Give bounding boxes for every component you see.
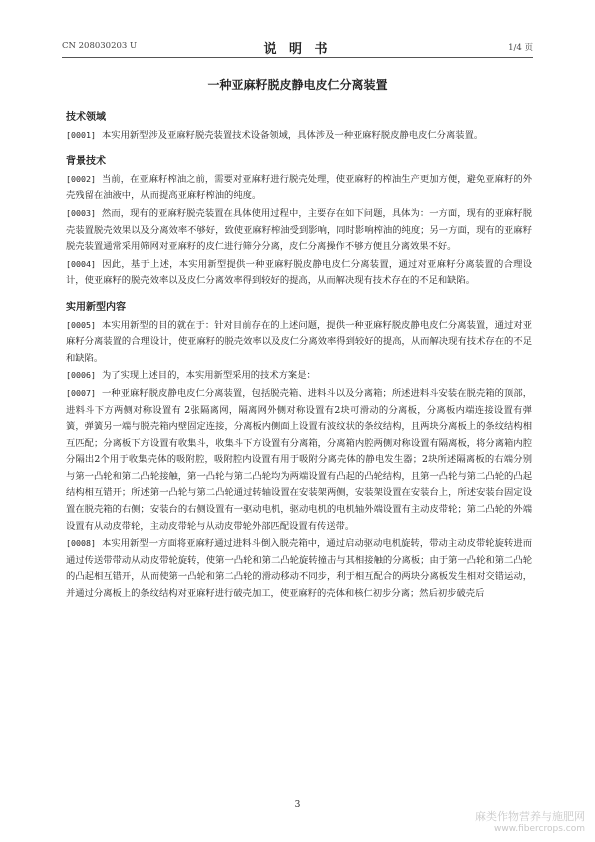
paragraph-text: 因此，基于上述，本实用新型提供一种亚麻籽脱皮静电皮仁分离装置，通过对亚麻籽分离装置的合理设计，使亚麻籽的脱壳效率以及皮仁分离效率得到较好的提高，从而解决现有技术存在的不足和缺陷。	[66, 258, 532, 287]
header-rule	[62, 57, 533, 58]
paragraph-number: [0006]	[66, 370, 96, 381]
document-type: 说 明 书	[263, 42, 332, 57]
paragraph-text: 为了实现上述目的，本实用新型采用的技术方案是：	[101, 370, 316, 382]
watermark	[475, 808, 585, 834]
section-heading: 技术领域	[66, 112, 106, 123]
paragraph-number: [0007]	[66, 387, 96, 398]
publication-number: CN 208030203 U	[62, 41, 138, 51]
page-header	[62, 38, 533, 56]
page-number: 3	[294, 800, 301, 810]
section-heading: 背景技术	[66, 156, 106, 168]
paragraph-number: [0002]	[66, 173, 96, 184]
paragraph-number: [0005]	[66, 319, 96, 330]
watermark-url: www.fibercrops.com	[494, 824, 585, 834]
paragraph-number: [0003]	[66, 207, 96, 218]
paragraph	[66, 535, 532, 602]
paragraph	[66, 205, 532, 256]
paragraph-text: 然而，现有的亚麻籽脱壳装置在具体使用过程中，主要存在如下问题，具体为：一方面，现有的亚麻籽脱壳装置脱壳效果以及分离效率不够好，致使亚麻籽榨油受到影响，同时影响榨油的纯度；另一方面，现有的亚麻籽脱壳装置通常采用筛网对亚麻籽的皮仁进行筛分分离，皮仁分离操作不够方便且分离效果不好。	[66, 207, 532, 253]
document-title: 一种亚麻籽脱皮静电皮仁分离装置	[207, 78, 388, 92]
paragraph-text: 本实用新型涉及亚麻籽脱壳装置技术设备领域，具体涉及一种亚麻籽脱皮静电皮仁分离装置。	[101, 129, 484, 141]
paragraph	[66, 256, 532, 290]
paragraph	[66, 367, 532, 385]
paragraph-text: 一种亚麻籽脱皮静电皮仁分离装置，包括脱壳箱、进料斗以及分离箱；所述进料斗安装在脱壳箱的顶部，进料斗下方两侧对称设置有 2张隔离网，隔离网外侧对称设置有2块可滑动的分离板，分离板内端连接设置有弹簧，弹簧另一端与脱壳箱内壁固定连接，分离板内侧面上设置有波纹状的条纹结构，且两块分离板上的条纹结构相互匹配；分离板下方设置有收集斗，收集斗下方设置有分离箱，分离箱内腔两侧对称设置有隔离板，将分离箱内腔分隔出2个用于收集壳体的吸附腔，吸附腔内设置有用于吸附分离壳体的静电发生器；2块所述隔离板的右端分别与第一凸轮和第二凸轮接触，第一凸轮与第二凸轮均为两端设置有凸起的凸轮结构，且第一凸轮与第二凸轮的凸起结构相互错开；所述第一凸轮与第二凸轮通过转轴设置在安装架两侧，安装架设置在安装台上，所述安装台固定设置在脱壳箱的右侧；安装台的右侧设置有一驱动电机，驱动电机的电机轴外端设置有主动皮带轮；第二凸轮的外端设置有从动皮带轮，主动皮带轮与从动皮带轮外部匹配设置有传送带。	[66, 387, 532, 532]
paragraph	[66, 171, 532, 205]
paragraph-number: [0001]	[66, 129, 96, 140]
paragraph-number: [0008]	[66, 538, 96, 549]
paragraph-text: 本实用新型的目的就在于：针对目前存在的上述问题，提供一种亚麻籽脱皮静电皮仁分离装置，通过对亚麻籽分离装置的合理设计，使亚麻籽的脱壳效率以及皮仁分离效率得到较好的提高，从而解决现有技术存在的不足和缺陷。	[66, 319, 532, 364]
paragraph-text: 当前，在亚麻籽榨油之前，需要对亚麻籽进行脱壳处理，使亚麻籽的榨油生产更加方便，避免亚麻籽的外壳残留在油液中，从而提高亚麻籽榨油的纯度。	[66, 173, 532, 202]
paragraph	[66, 317, 532, 368]
paragraph-text: 本实用新型一方面将亚麻籽通过进料斗倒入脱壳箱中，通过启动驱动电机旋转，带动主动皮带轮旋转进而通过传送带带动从动皮带轮旋转，使第一凸轮和第二凸轮旋转撞击与其相接触的分离板；由于第一凸轮和第二凸轮的凸起相互错开，从而使第一凸轮和第二凸轮的滑动移动不同步，利于相互配合的两块分离板发生相对交错运动，并通过分离板上的条纹结构对亚麻籽进行破壳加工，使亚麻籽的壳体和核仁初步分离；然后初步破壳后	[66, 538, 532, 600]
page-of: 1/4 页	[508, 43, 533, 53]
document-body	[66, 110, 532, 603]
paragraph-number: [0004]	[66, 258, 96, 269]
paragraph	[66, 385, 532, 535]
watermark-name: 麻类作物营养与施肥网	[475, 810, 585, 823]
section-heading: 实用新型内容	[66, 301, 126, 313]
paragraph	[66, 127, 532, 145]
